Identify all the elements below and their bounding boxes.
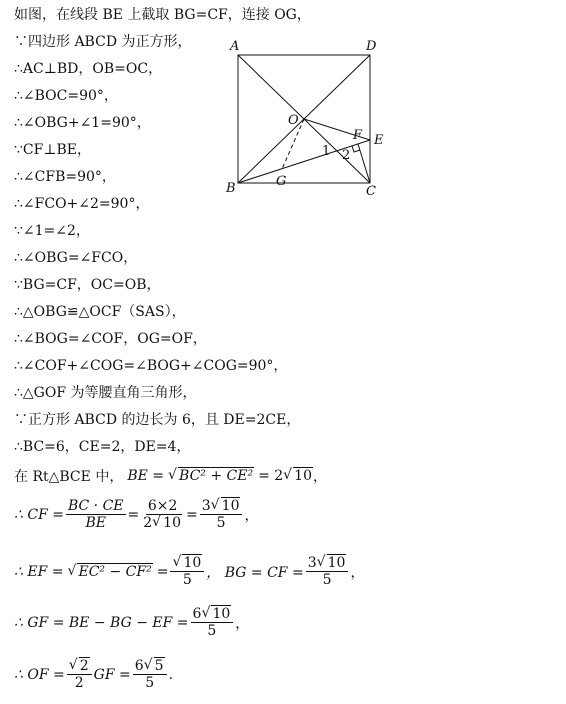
bg-frac-num-sqrt: [317, 555, 347, 571]
gf-line: [14, 606, 249, 639]
of-frac-1: [67, 658, 92, 691]
gf-frac-num: [191, 606, 234, 623]
of-frac-1-num-sqrt: [69, 658, 90, 674]
label-e: E: [374, 133, 384, 148]
cf-frac-2-den-sqrt: [152, 515, 182, 531]
text-line-11: ∵BG=CF，OC=OB，: [14, 277, 161, 293]
text-line-4: ∴∠BOC=90°，: [14, 88, 118, 104]
text-line-15: ∴△GOF 为等腰直角三角形，: [14, 385, 197, 401]
bg-frac-den: 5: [322, 572, 332, 588]
label-o: O: [288, 113, 299, 128]
ef-frac-num-sqrt: [172, 555, 202, 571]
label-a: A: [230, 39, 240, 54]
label-angle-1: 1: [322, 144, 331, 159]
text-line-1: 如图，在线段 BE 上截取 BG=CF，连接 OG，: [14, 7, 311, 23]
text-line-9: ∵∠1=∠2，: [14, 223, 90, 239]
label-g: G: [276, 174, 287, 189]
rt-line: [14, 466, 327, 486]
text-line-16: ∵正方形 ABCD 的边长为 6，且 DE=2CE，: [14, 412, 301, 428]
ef-lhs: ∴ EF =: [14, 563, 64, 580]
bg-frac-num: [306, 555, 349, 572]
cf-frac-1-num: BC · CE: [67, 498, 124, 514]
cf-frac-3-num-rad: 10: [221, 498, 240, 514]
be-lhs: BE =: [127, 468, 165, 484]
bg-frac-num-coef: 3: [307, 555, 317, 571]
cf-frac-1: [66, 498, 126, 531]
of-frac-2-den: 5: [145, 675, 155, 691]
gf-frac: [191, 606, 234, 639]
label-d: D: [366, 39, 377, 54]
cf-frac-3-num: [200, 498, 243, 515]
of-frac-2-num-sqrt: [144, 658, 165, 674]
cf-frac-1-den: BE: [85, 515, 106, 531]
cf-frac-3-num-coef: 3: [201, 498, 211, 514]
label-b: B: [226, 181, 236, 196]
of-suffix: .: [168, 666, 174, 683]
of-frac-1-num: [67, 658, 92, 675]
text-line-7: ∴∠CFB=90°，: [14, 169, 116, 185]
label-angle-2: 2: [342, 148, 351, 163]
cf-frac-2-den-coef: 2: [143, 515, 153, 531]
geometry-figure: [228, 38, 398, 198]
cf-line: [14, 498, 258, 531]
text-line-3: ∴AC⊥BD，OB=OC，: [14, 61, 163, 77]
ef-mid: ， BG = CF =: [206, 564, 304, 581]
gf-frac-den: 5: [207, 623, 217, 639]
ef-sqrt: [67, 564, 152, 580]
cf-eq-2: =: [186, 506, 198, 523]
cf-frac-3-num-sqrt: [211, 498, 241, 514]
be-radicand: BC² + CE²: [179, 468, 254, 484]
ef-frac-den: 5: [182, 572, 192, 588]
rt-suffix: ，: [313, 469, 327, 485]
gf-frac-num-sqrt: [201, 606, 231, 622]
text-line-17: ∴BC=6，CE=2，DE=4，: [14, 439, 191, 455]
ef-frac-num-rad: 10: [183, 555, 202, 571]
text-line-8: ∴∠FCO+∠2=90°，: [14, 196, 150, 212]
text-line-5: ∴∠OBG+∠1=90°，: [14, 115, 151, 131]
cf-frac-3: [200, 498, 243, 531]
cf-frac-2: [141, 498, 184, 531]
ef-suffix: ，: [350, 564, 365, 581]
of-lhs: ∴ OF =: [14, 666, 65, 683]
be-sqrt: [168, 468, 254, 484]
ef-radicand: EC² − CF²: [78, 563, 152, 580]
of-frac-2-num: [133, 658, 167, 675]
of-frac-2-num-coef: 6: [134, 658, 144, 674]
ef-line: [14, 555, 364, 588]
cf-frac-2-den: [141, 515, 184, 531]
of-mid: GF =: [93, 666, 131, 683]
cf-lhs: ∴ CF =: [14, 506, 64, 523]
bg-frac: [306, 555, 349, 588]
text-line-2: ∵四边形 ABCD 为正方形，: [14, 34, 192, 50]
gf-frac-num-coef: 6: [192, 606, 202, 622]
gf-suffix: ，: [235, 615, 250, 632]
cf-eq-1: =: [127, 506, 140, 523]
text-line-13: ∴∠BOG=∠COF，OG=OF，: [14, 331, 207, 347]
text-line-12: ∴△OBG≌△OCF（SAS），: [14, 304, 186, 320]
ef-frac: [170, 555, 204, 588]
gf-lhs: ∴ GF = BE − BG − EF =: [14, 614, 189, 631]
be-val-sqrt: [283, 468, 313, 484]
bg-frac-num-rad: 10: [327, 555, 346, 571]
rt-prefix: 在 Rt△BCE 中，: [14, 469, 124, 485]
be-val: 10: [294, 468, 312, 484]
label-c: C: [366, 184, 376, 199]
cf-suffix: ，: [244, 507, 259, 524]
be-eq: = 2: [258, 468, 284, 484]
of-frac-2-num-rad: 5: [154, 658, 164, 674]
of-line: [14, 658, 173, 691]
label-f: F: [353, 128, 363, 143]
text-line-14: ∴∠COF+∠COG=∠BOG+∠COG=90°，: [14, 358, 288, 374]
cf-frac-2-den-rad: 10: [163, 515, 181, 531]
of-frac-1-den: 2: [74, 675, 84, 691]
ef-frac-num: [170, 555, 204, 572]
cf-frac-2-num: 6×2: [147, 498, 178, 514]
text-line-10: ∴∠OBG=∠FCO，: [14, 250, 138, 266]
ef-eq: =: [156, 563, 169, 580]
gf-frac-num-rad: 10: [212, 606, 231, 622]
text-line-6: ∵CF⊥BE，: [14, 142, 92, 158]
of-frac-1-num-rad: 2: [79, 658, 89, 674]
cf-frac-3-den: 5: [216, 515, 226, 531]
of-frac-2: [133, 658, 167, 691]
